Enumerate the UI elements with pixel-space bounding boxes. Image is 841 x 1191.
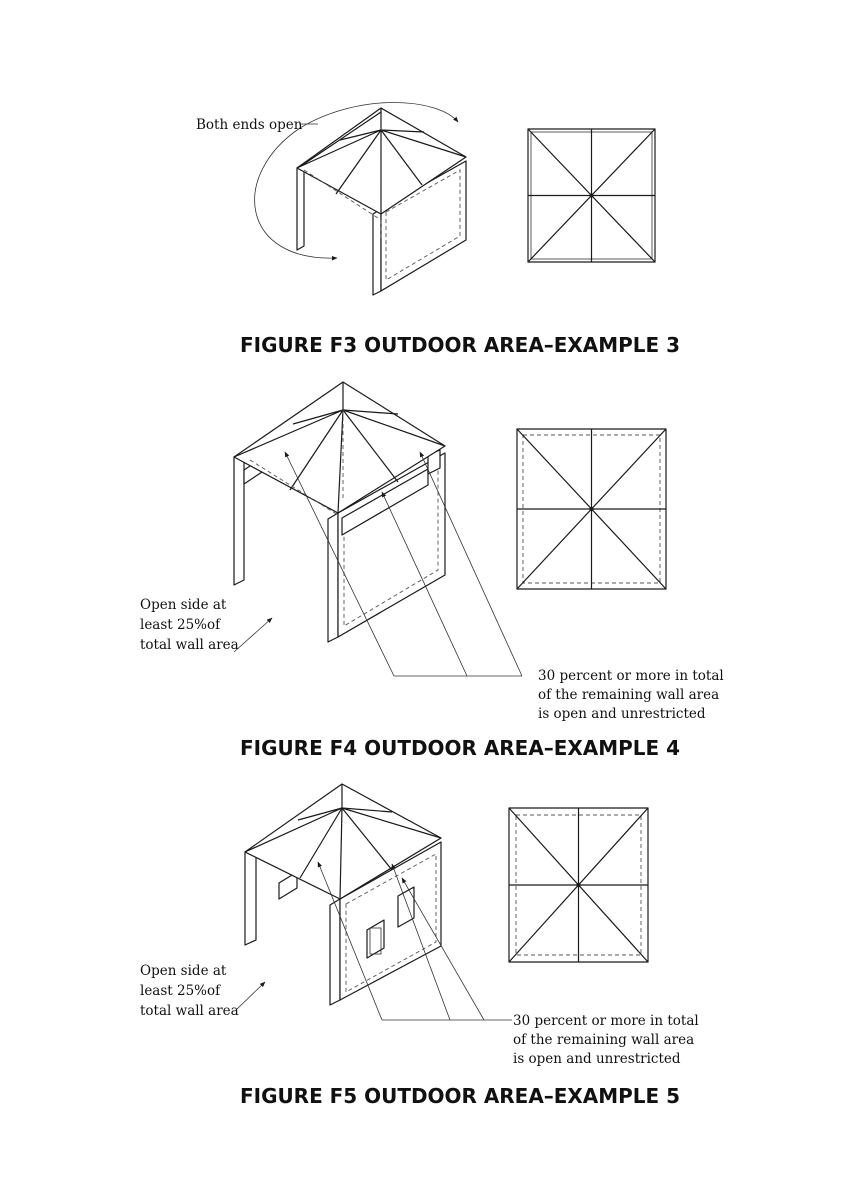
f3-right-wall (373, 209, 381, 295)
f4-right-wall-front (328, 513, 338, 642)
f4-remaining-wall-label: 30 percent or more in total of the remaining wall area is open and unrestricted (538, 668, 724, 722)
figure-f3 (196, 103, 680, 358)
f5-remaining-wall-label: 30 percent or more in total of the remaining wall area is open and unrestricted (513, 1013, 699, 1067)
f3-caption: FIGURE F3 OUTDOOR AREA–EXAMPLE 3 (240, 333, 680, 357)
f5-caption: FIGURE F5 OUTDOOR AREA–EXAMPLE 5 (240, 1084, 680, 1108)
f3-left-wall (297, 164, 304, 250)
f4-caption: FIGURE F4 OUTDOOR AREA–EXAMPLE 4 (240, 736, 680, 760)
f4-open-side-label: Open side at least 25%of total wall area (140, 597, 239, 653)
figure-f4 (140, 382, 728, 760)
f5-left-wall (245, 846, 256, 945)
figure-f5 (140, 784, 703, 1108)
f5-plan-view (509, 808, 648, 962)
f3-plan-view (528, 129, 655, 262)
f3-open-ends-label: Both ends open (196, 117, 303, 133)
f4-left-wall (234, 452, 244, 585)
f4-plan-view (517, 429, 666, 589)
f5-right-wall-front (330, 899, 340, 1005)
f5-open-side-label: Open side at least 25%of total wall area (140, 963, 239, 1019)
f5-isometric-shelter (236, 784, 512, 1020)
f4-isometric-shelter (234, 382, 522, 676)
